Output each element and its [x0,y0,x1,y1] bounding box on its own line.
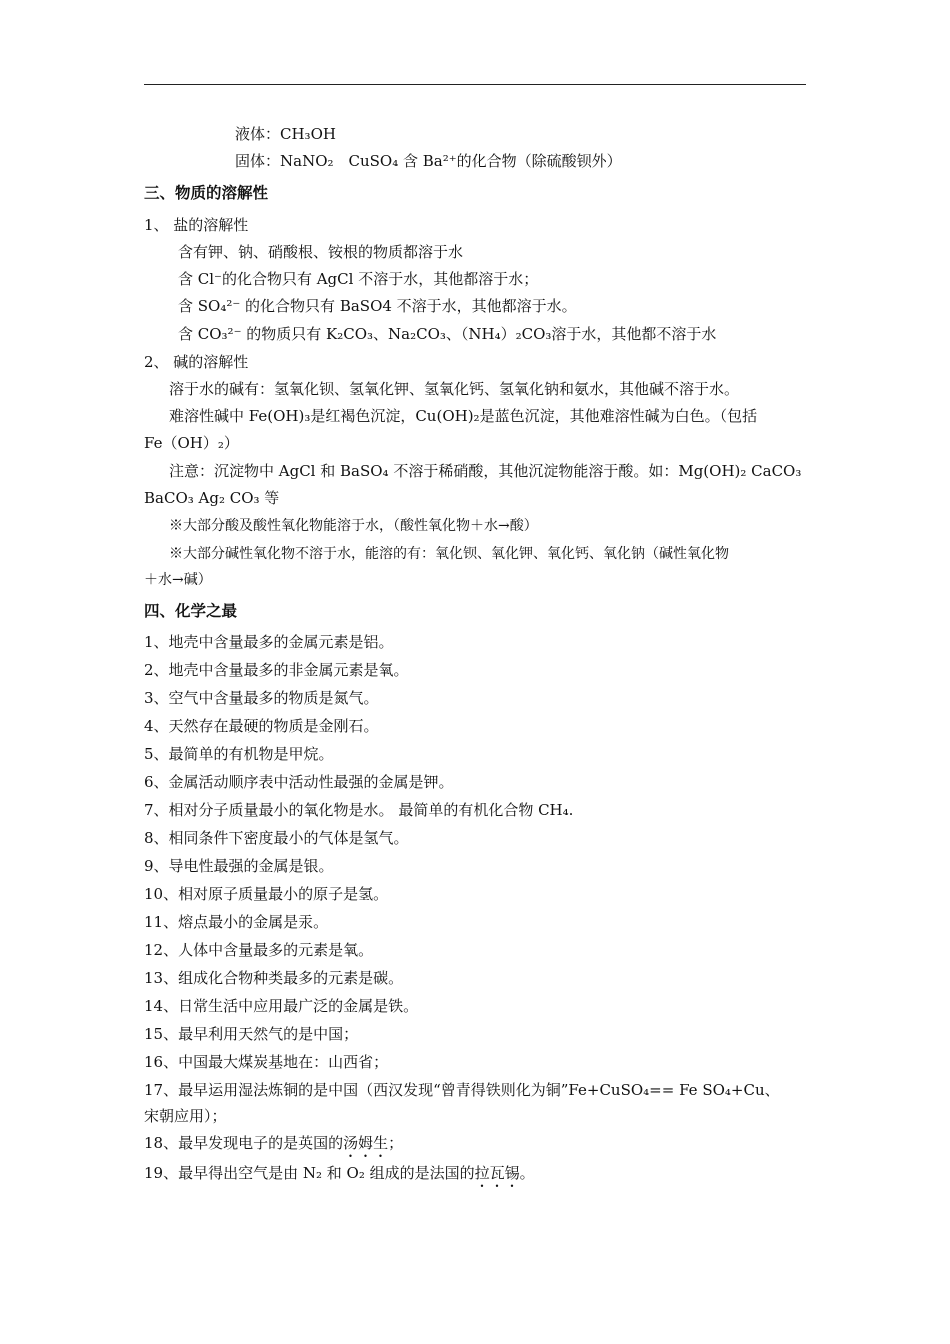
text-line: 含 Cl⁻的化合物只有 AgCl 不溶于水，其他都溶于水； [178,270,539,288]
list-item: 宋朝应用）； [144,1107,227,1125]
list-item-text: ； [388,1134,404,1152]
list-item: 6、金属活动顺序表中活动性最强的金属是钾。 [144,773,454,791]
text-line: 含 SO₄²⁻ 的化合物只有 BaSO4 不溶于水，其他都溶于水。 [178,297,577,315]
list-item: 5、最简单的有机物是甲烷。 [144,745,334,763]
note-line: ＋水→碱） [144,572,212,588]
section-heading: 四、化学之最 [144,602,238,620]
text-line: 含有钾、钠、硝酸根、铵根的物质都溶于水 [178,243,464,261]
list-item-text: 19、最早得出空气是由 N₂ 和 O₂ 组成的是法国的 [144,1164,475,1182]
text-line: 溶于水的碱有：氢氧化钡、氢氧化钾、氢氧化钙、氢氧化钠和氨水，其他碱不溶于水。 [169,380,740,398]
subsection-heading: 1、 盐的溶解性 [144,216,249,234]
list-item: 12、人体中含量最多的元素是氧。 [144,941,374,959]
list-item: 16、中国最大煤炭基地在：山西省； [144,1053,389,1071]
list-item-19 [144,1163,535,1191]
note-line: ※大部分碱性氧化物不溶于水，能溶的有：氧化钡、氧化钾、氧化钙、氧化钠（碱性氧化物 [169,546,729,562]
list-item: 11、熔点最小的金属是汞。 [144,913,329,931]
list-item: 8、相同条件下密度最小的气体是氢气。 [144,829,409,847]
text-line: 固体：NaNO₂ CuSO₄ 含 Ba²⁺的化合物（除硫酸钡外） [235,152,622,170]
list-item: 4、天然存在最硬的物质是金刚石。 [144,717,379,735]
note-line: ※大部分酸及酸性氧化物能溶于水，（酸性氧化物＋水→酸） [169,518,538,534]
list-item: 17、最早运用湿法炼铜的是中国（西汉发现“曾青得铁则化为铜”Fe+CuSO₄== Fe SO₄+Cu、 [144,1081,780,1099]
text-line: Fe（OH）₂） [144,434,239,452]
list-item-text: 。 [519,1164,535,1182]
list-item: 2、地壳中含量最多的非金属元素是氧。 [144,661,409,679]
section-heading: 三、物质的溶解性 [144,184,269,202]
list-item: 3、空气中含量最多的物质是氮气。 [144,689,379,707]
list-item: 14、日常生活中应用最广泛的金属是铁。 [144,997,419,1015]
list-item-text: 18、最早发现电子的是英国的 [144,1134,344,1152]
list-item-18 [144,1133,403,1161]
list-item: 9、导电性最强的金属是银。 [144,857,334,875]
list-item: 10、相对原子质量最小的原子是氢。 [144,885,389,903]
text-line: BaCO₃ Ag₂ CO₃ 等 [144,489,280,507]
list-item: 13、组成化合物种类最多的元素是碳。 [144,969,404,987]
emphasized-name: 汤姆生 [343,1134,389,1152]
text-line: 难溶性碱中 Fe(OH)₃是红褐色沉淀，Cu(OH)₂是蓝色沉淀，其他难溶性碱为白色。（包括 [169,407,758,425]
list-item: 1、地壳中含量最多的金属元素是铝。 [144,633,394,651]
text-line: 含 CO₃²⁻ 的物质只有 K₂CO₃、Na₂CO₃、（NH₄）₂CO₃溶于水，其他都不溶于水 [178,325,717,343]
text-line: 注意：沉淀物中 AgCl 和 BaSO₄ 不溶于稀硝酸，其他沉淀物能溶于酸。如：Mg(OH)₂ CaCO₃ [169,462,802,480]
header-rule [144,84,806,85]
emphasized-name: 拉瓦锡 [474,1164,520,1182]
subsection-heading: 2、 碱的溶解性 [144,353,249,371]
list-item: 15、最早利用天然气的是中国； [144,1025,359,1043]
list-item: 7、相对分子质量最小的氧化物是水。 最简单的有机化合物 CH₄. [144,801,574,819]
text-line: 液体：CH₃OH [235,125,336,143]
